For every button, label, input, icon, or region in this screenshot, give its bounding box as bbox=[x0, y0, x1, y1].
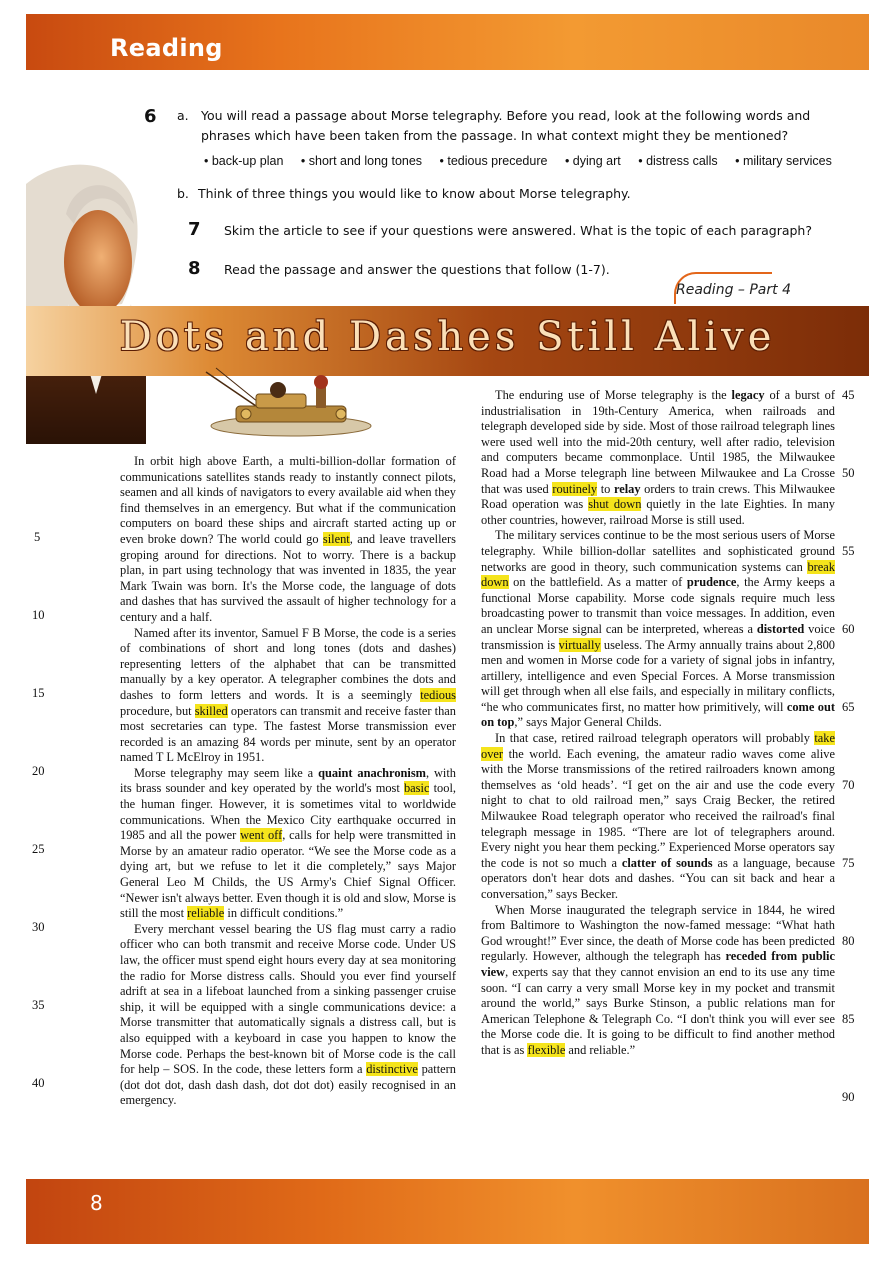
article-title: Dots and Dashes Still Alive bbox=[119, 314, 776, 360]
highlighted-word: take over bbox=[481, 731, 835, 761]
exercise-6b-text: Think of three things you would like to know about Morse telegraphy. bbox=[198, 186, 631, 201]
page-number: 8 bbox=[90, 1191, 103, 1215]
paragraph-text: , experts say that they cannot envision an end to its use any time soon. “I can carry a very small Morse key in my pocket and transmit around the world,” says Burke Stinson, a public relations man for American Telephone & Telegraph Co. “I don't think you will ever see the Morse code die. It is going to be difficult to find another method that is as bbox=[481, 964, 835, 1057]
highlighted-word: shut down bbox=[588, 497, 642, 512]
paragraph-text: procedure, but bbox=[120, 703, 195, 718]
paragraph-text: as a language, because operators don't hear dots and dashes. “You can sit back and hear a conversation,” says Becker. bbox=[481, 855, 835, 901]
paragraph-text: pattern (dot dot dot, dash dash dash, dot dot dot) easily recognised in an emergency. bbox=[120, 1062, 456, 1108]
highlighted-word: flexible bbox=[527, 1042, 566, 1057]
vocab-item: • tedious precedure bbox=[439, 154, 548, 168]
highlighted-word: virtually bbox=[558, 637, 601, 652]
bold-phrase: come out on top bbox=[481, 699, 835, 730]
paragraph-text: In orbit high above Earth, a multi-billion-dollar formation of communications satellites stands ready to instantly connect pilots, seamen and all kinds of navigators to every available aid when they find themselves in an emergency. But what if the communication computers on board these ships and aircraft started acting up or even broke down? The world could go bbox=[120, 454, 456, 546]
highlighted-word: skilled bbox=[194, 703, 228, 718]
exercise-6a-text: You will read a passage about Morse telegraphy. Before you read, look at the following words and phrases which have been taken from the passage. In what context might they be mentioned? bbox=[201, 108, 811, 143]
line-number: 10 bbox=[32, 608, 45, 622]
paragraph-text: operators can transmit and receive faster than most secretaries can type. The fastest Morse transmission ever recorded is an amazing 84 words per minute, sent by an operator named T L McElroy in 1951. bbox=[120, 703, 456, 765]
article-paragraph bbox=[120, 766, 456, 922]
article-paragraph bbox=[481, 388, 835, 528]
vocab-item: • distress calls bbox=[638, 154, 718, 168]
paragraph-text: The enduring use of Morse telegraphy is the bbox=[495, 388, 732, 402]
line-number: 5 bbox=[34, 530, 41, 544]
highlighted-word: went off bbox=[240, 828, 283, 843]
exercise-8-number: 8 bbox=[188, 258, 201, 279]
footer-band bbox=[26, 1179, 869, 1244]
line-number: 35 bbox=[32, 998, 45, 1012]
vocab-item: • military services bbox=[735, 154, 832, 168]
bold-phrase: clatter of sounds bbox=[621, 855, 713, 870]
paragraph-text: , calls for help were transmitted in Morse by an amateur radio operator. “We see the Morse code as a dying art, but we refuse to let it die completely,” says Major General Leo M Childs, the US Army's Chief Signal Officer. “Newer isn't always better. Even though it is old and slow, Morse is still the most bbox=[120, 828, 456, 921]
part-tag: Reading – Part 4 bbox=[676, 282, 791, 298]
exercise-6-number: 6 bbox=[144, 106, 157, 127]
paragraph-text: tool, the human finger. However, it is sometimes vital to worldwide communications. When the Mexico City earthquake occurred in 1985 and all the power bbox=[120, 781, 456, 843]
article-paragraph bbox=[481, 528, 835, 731]
exercise-6b-label: b. bbox=[177, 186, 189, 201]
paragraph-text: In that case, retired railroad telegraph operators will probably bbox=[495, 731, 815, 746]
line-number: 20 bbox=[32, 764, 45, 778]
line-number: 25 bbox=[32, 842, 45, 856]
line-number: 50 bbox=[842, 466, 855, 480]
highlighted-word: basic bbox=[403, 781, 430, 796]
paragraph-text: voice transmission is bbox=[481, 621, 835, 652]
article-paragraph bbox=[481, 731, 835, 903]
exercise-7-number: 7 bbox=[188, 219, 201, 240]
line-number: 65 bbox=[842, 700, 855, 714]
paragraph-text: and reliable.” bbox=[565, 1042, 636, 1057]
line-number: 30 bbox=[32, 920, 45, 934]
paragraph-text: on the battlefield. As a matter of bbox=[508, 575, 687, 590]
exercise-7-text: Skim the article to see if your questions were answered. What is the topic of each paragraph? bbox=[224, 223, 812, 238]
paragraph-text: When Morse inaugurated the telegraph service in 1844, he wired from Baltimore to Washington the now-famed message: “What hath God wrought!” Ever since, the death of Morse code has been predicted regularly. However, although the telegraph has bbox=[481, 902, 835, 964]
paragraph-text: The military services continue to be the most serious users of Morse telegraphy. While billion-dollar satellites and sophisticated ground networks are good in theory, such communication systems can bbox=[481, 528, 835, 574]
highlighted-word: silent bbox=[322, 531, 350, 546]
article-paragraph bbox=[120, 626, 456, 766]
line-number: 15 bbox=[32, 686, 45, 700]
vocab-item: • back-up plan bbox=[204, 154, 284, 168]
paragraph-text: Named after its inventor, Samuel F B Morse, the code is a series of combinations of short and long tones (dots and dashes) representing letters of the alphabet that can be transmitted manually by a key operator. A telegrapher combines the dots and dashes to form letters and words. It is a seemingly bbox=[120, 625, 456, 702]
highlighted-word: reliable bbox=[187, 906, 225, 921]
paragraph-text: ,” says Major General Childs. bbox=[514, 715, 662, 730]
line-number: 55 bbox=[842, 544, 855, 558]
line-number: 45 bbox=[842, 388, 855, 402]
paragraph-text: quietly in the late Eighties. In many other countries, however, railroad Morse is still used. bbox=[481, 497, 835, 527]
morse-portrait-image bbox=[26, 154, 146, 444]
article-column-left bbox=[120, 454, 456, 1109]
highlighted-word: break down bbox=[481, 559, 835, 590]
paragraph-text: , and leave travellers groping around for directions. Not to worry. There is a backup plan, in part using technology that was invented in 1835, the year Mark Twain was born. It's the Morse code, the language of dots and dashes that has survived the assault of higher technology for a century and a half. bbox=[120, 531, 456, 624]
telegraph-key-icon bbox=[196, 366, 386, 444]
paragraph-text: to bbox=[597, 481, 614, 496]
paragraph-text: of a burst of industrialisation in 19th-Century America, when railroads and telegraph developed side by side. Most of those railroad telegraph lines were used well into the mid-20th century, well after radio, television and computers became commonplace. Until 1985, the Milwaukee Road had a Morse telegraph line between Milwaukee and La Crosse that was used bbox=[481, 388, 835, 496]
vocab-item: • dying art bbox=[564, 154, 621, 168]
highlighted-word: routinely bbox=[552, 481, 598, 496]
article-paragraph bbox=[481, 903, 835, 1059]
bold-phrase: prudence bbox=[686, 575, 737, 590]
line-number: 85 bbox=[842, 1012, 855, 1026]
paragraph-text: Morse telegraphy may seem like a bbox=[134, 765, 319, 780]
paragraph-text: useless. The Army annually trains about 2,800 men and women in Morse code for a variety of signal jobs in infantry, artillery, intelligence and even Special Forces. A Morse transmission will get through when all else fails, and especially in military conflicts, “he who communicates first, no matter how primitively, will bbox=[481, 637, 836, 714]
exercise-6a-label: a. bbox=[177, 108, 189, 123]
paragraph-text: the world. Each evening, the amateur radio waves come alive with the Morse transmissions of the retired railroaders known among themselves as ‘old heads’. “I get on the air and use the code every night to chat to old railroad men,” says Craig Becker, the retired Milwaukee Road telegraph operator who received the railroad's final telegraph message in 1985. “There are lot of telegraphers around. Every night you hear them pecking.” Experienced Morse operators say the code is not so much a bbox=[481, 746, 835, 870]
highlighted-word: distinctive bbox=[366, 1062, 418, 1077]
article-paragraph bbox=[120, 922, 456, 1109]
line-number: 60 bbox=[842, 622, 855, 636]
paragraph-text: orders to train crews. This Milwaukee Road operation was bbox=[481, 481, 835, 512]
bold-phrase: quaint anachronism bbox=[318, 765, 426, 780]
exercise-8-text: Read the passage and answer the questions that follow (1-7). bbox=[224, 262, 610, 277]
line-number: 75 bbox=[842, 856, 855, 870]
line-number: 90 bbox=[842, 1090, 855, 1104]
paragraph-text: in difficult conditions.” bbox=[224, 906, 344, 921]
line-number: 40 bbox=[32, 1076, 45, 1090]
paragraph-text: Every merchant vessel bearing the US flag must carry a radio officer who can both transmit and receive Morse code. Under US law, the officer must spend eight hours every day at sea monitoring the radio for Morse distress calls. Should you ever find yourself adrift at sea in a lifeboat launched from a sinking passenger cruise ship, it will be equipped with a single communications device: a Morse transmitter that automatically signals a distress call, but is also equipped with a keyboard in case you happen to know the Morse code. Perhaps the best-known bit of Morse code is the call for help – SOS. In the code, these letters form a bbox=[120, 921, 456, 1077]
article-paragraph bbox=[120, 454, 456, 626]
paragraph-text: , with its brass sounder and key operated by the world's most bbox=[120, 765, 456, 796]
bold-phrase: distorted bbox=[756, 621, 805, 636]
paragraph-text: , the Army keeps a functional Morse capability. Morse code signals require much less broadcasting power to transmit than voice messages. In addition, even an unclear Morse signal can be interpreted, whereas a bbox=[481, 575, 835, 636]
vocabulary-list bbox=[204, 154, 846, 168]
vocab-item: • short and long tones bbox=[300, 154, 423, 168]
textbook-page bbox=[26, 14, 869, 1244]
line-number: 80 bbox=[842, 934, 855, 948]
bold-phrase: legacy bbox=[731, 388, 765, 402]
highlighted-word: tedious bbox=[420, 687, 456, 702]
bold-phrase: relay bbox=[613, 481, 641, 496]
line-number: 70 bbox=[842, 778, 855, 792]
section-title: Reading bbox=[110, 34, 223, 62]
bold-phrase: receded from public view bbox=[481, 949, 835, 979]
article-column-right bbox=[481, 388, 835, 1059]
